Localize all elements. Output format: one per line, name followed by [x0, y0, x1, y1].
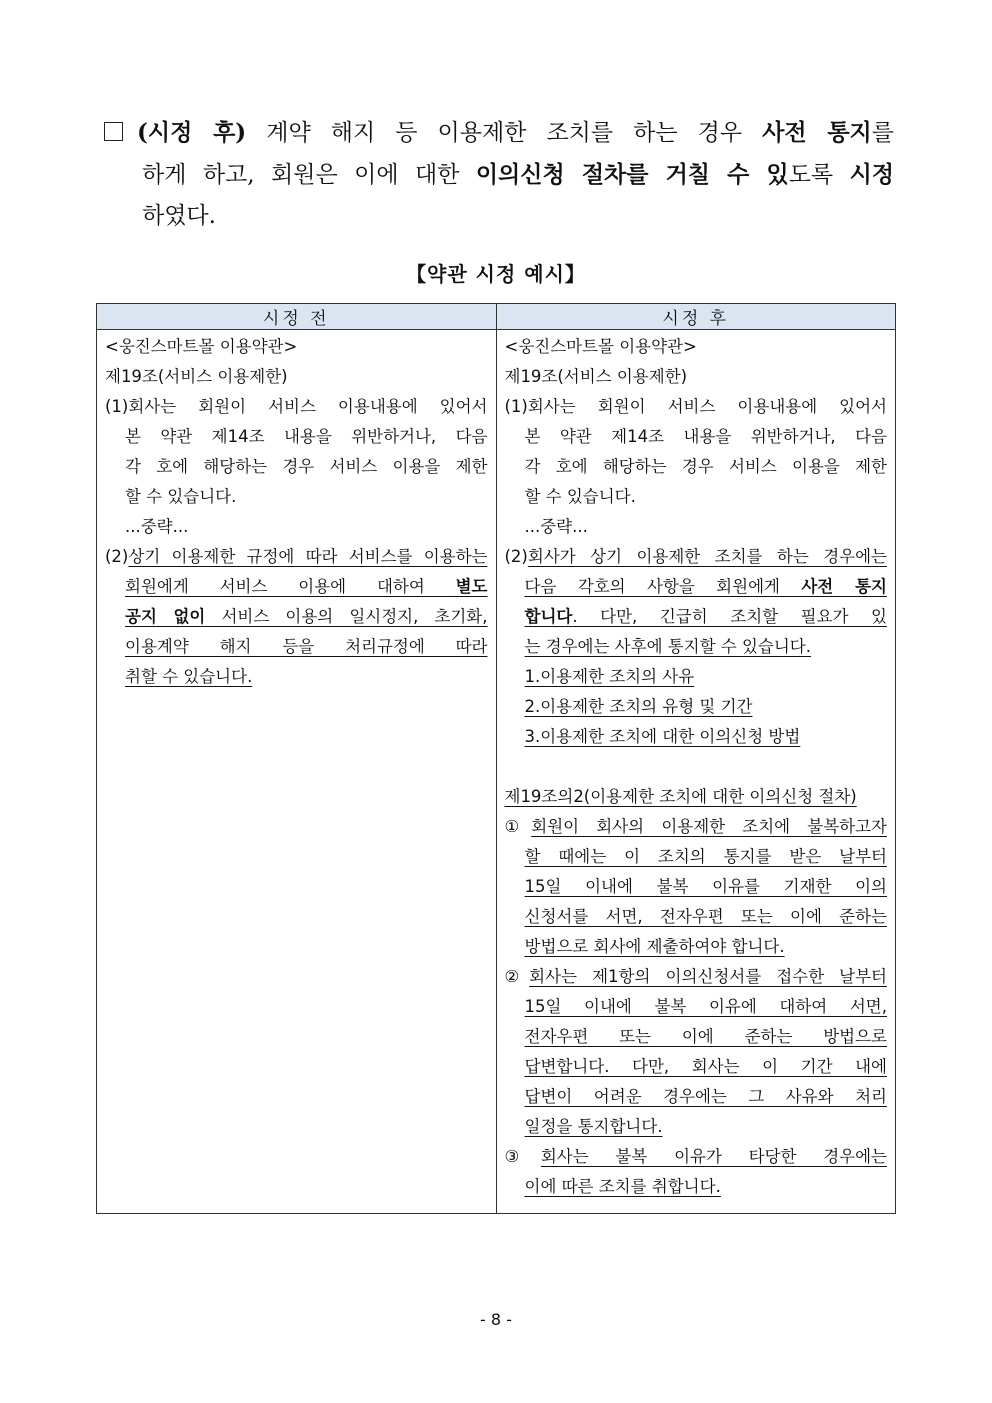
clause-line: 각 호에 해당하는 경우 서비스 이용을 제한: [524, 457, 887, 476]
clause-line: 할 수 있습니다.: [524, 487, 636, 506]
clause-line: [505, 602, 888, 632]
intro-paragraph: [104, 112, 894, 237]
clause-number: ③: [504, 1147, 541, 1166]
underlined-text: 이용계약 해지 등을 처리규정에 따라: [125, 637, 488, 656]
intro-emphasis: 사전 통지: [762, 119, 872, 146]
bold-underlined-text: 별도: [455, 577, 488, 596]
terms-title: <웅진스마트몰 이용약관>: [105, 337, 298, 356]
clause-number: ①: [504, 817, 532, 836]
clause-line: [105, 602, 488, 632]
underlined-text: 15일 이내에 불복 이유에 대하여 서면,: [524, 997, 887, 1016]
table-caption: 【약관 시정 예시】: [406, 262, 586, 286]
underlined-text: 회사가 상기 이용제한 조치를 하는 경우에는: [527, 547, 887, 566]
underlined-text: 할 때에는 이 조치의 통지를 받은 날부터: [524, 847, 887, 866]
table-header-row: [97, 304, 896, 330]
underlined-text: 답변합니다. 다만, 회사는 이 기간 내에: [524, 1057, 887, 1076]
clause-line: [505, 902, 888, 932]
after-cell: [496, 330, 896, 1214]
clause-number: (2): [105, 547, 129, 566]
clause-line: [505, 1172, 888, 1202]
clause-line: [505, 812, 888, 842]
underlined-text: 3.이용제한 조치에 대한 이의신청 방법: [524, 727, 801, 746]
intro-text: 를: [871, 120, 894, 146]
clause-line: [505, 992, 888, 1022]
underlined-text: 다음 각호의 사항을 회원에게: [524, 577, 802, 596]
clause-line: [505, 1052, 888, 1082]
table-body-row: [97, 330, 896, 1214]
bold-underlined-text: 합니다: [524, 607, 573, 626]
spacer: [505, 752, 888, 782]
underlined-text: 회사는 불복 이유가 타당한 경우에는: [540, 1147, 887, 1166]
clause-line: [505, 542, 888, 572]
clause-line: [505, 1082, 888, 1112]
clause-line: [505, 1112, 888, 1142]
underlined-text: 회원이 회사의 이용제한 조치에 불복하고자: [531, 817, 887, 836]
underlined-text: 답변이 어려운 경우에는 그 사유와 처리: [524, 1087, 887, 1106]
page-number: - 8 -: [480, 1310, 512, 1329]
clause-line: [105, 632, 488, 662]
underlined-text: 신청서를 서면, 전자우편 또는 이에 준하는: [524, 907, 887, 926]
bold-underlined-text: 공지 없이: [125, 607, 206, 626]
clause-line: [505, 572, 888, 602]
underlined-text: 회사는 제1항의 이의신청서를 접수한 날부터: [529, 967, 887, 986]
comparison-table: [96, 303, 896, 1214]
clause-line: [505, 632, 888, 662]
underlined-text: 서비스 이용의 일시정지, 초기화,: [205, 607, 488, 626]
clause-line: [105, 662, 488, 692]
article-title: [505, 782, 888, 812]
underlined-text: 제19조의2(이용제한 조치에 대한 이의신청 절차): [504, 787, 857, 806]
bold-underlined-text: 사전 통지: [801, 577, 887, 596]
underlined-text: 15일 이내에 불복 이유를 기재한 이의: [524, 877, 887, 896]
intro-text: 하게 하고, 회원은 이에 대한: [142, 162, 476, 188]
underlined-text: 는 경우에는 사후에 통지할 수 있습니다.: [524, 637, 811, 656]
clause-line: [505, 1022, 888, 1052]
list-item: [505, 692, 888, 722]
intro-line-3: 하였다.: [142, 203, 216, 229]
underlined-text: 전자우편 또는 이에 준하는 방법으로: [524, 1027, 887, 1046]
clause-line: [105, 542, 488, 572]
clause-line: 본 약관 제14조 내용을 위반하거나, 다음: [524, 427, 887, 446]
header-before: 시정 전: [97, 304, 497, 330]
clause-line: 할 수 있습니다.: [125, 487, 237, 506]
clause-line: 각 호에 해당하는 경우 서비스 이용을 제한: [125, 457, 488, 476]
intro-line-2: [104, 154, 894, 196]
list-item: [505, 722, 888, 752]
clause-number: (2): [504, 547, 528, 566]
clause-line: [505, 962, 888, 992]
underlined-text: 1.이용제한 조치의 사유: [524, 667, 695, 686]
underlined-text: . 다만, 긴급히 조치할 필요가 있: [572, 607, 887, 626]
clause-line: (1)회사는 회원이 서비스 이용내용에 있어서: [105, 397, 488, 416]
underlined-text: 이에 따른 조치를 취합니다.: [524, 1177, 721, 1196]
underlined-text: 회원에게 서비스 이용에 대하여: [125, 577, 456, 596]
underlined-text: 방법으로 회사에 제출하여야 합니다.: [524, 937, 785, 956]
article-title: 제19조(서비스 이용제한): [504, 367, 688, 386]
intro-emphasis: 시정: [849, 161, 894, 188]
clause-number: ②: [504, 967, 530, 986]
clause-line: [505, 872, 888, 902]
intro-text: 도록: [788, 162, 850, 188]
clause-line: [505, 932, 888, 962]
underlined-text: 일정을 통지합니다.: [524, 1117, 663, 1136]
clause-line: [105, 572, 488, 602]
clause-line: [505, 842, 888, 872]
omission-text: ...중략...: [125, 517, 189, 536]
intro-text: 계약 해지 등 이용제한 조치를 하는 경우: [246, 120, 763, 146]
header-after: 시정 후: [496, 304, 896, 330]
list-item: [505, 662, 888, 692]
intro-label: (시정 후): [137, 119, 247, 146]
omission-text: ...중략...: [524, 517, 588, 536]
article-title: 제19조(서비스 이용제한): [105, 367, 288, 386]
intro-line-1: [104, 112, 894, 154]
checkbox-icon: [104, 122, 123, 141]
clause-line: 본 약관 제14조 내용을 위반하거나, 다음: [125, 427, 488, 446]
underlined-text: 취할 수 있습니다.: [125, 667, 253, 686]
underlined-text: 2.이용제한 조치의 유형 및 기간: [524, 697, 753, 716]
clause-line: (1)회사는 회원이 서비스 이용내용에 있어서: [504, 397, 887, 416]
underlined-text: 상기 이용제한 규정에 따라 서비스를 이용하는: [128, 547, 488, 566]
intro-emphasis: 이의신청 절차를 거칠 수 있: [475, 161, 789, 188]
before-cell: [97, 330, 497, 1214]
clause-line: [505, 1142, 888, 1172]
terms-title: <웅진스마트몰 이용약관>: [504, 337, 697, 356]
